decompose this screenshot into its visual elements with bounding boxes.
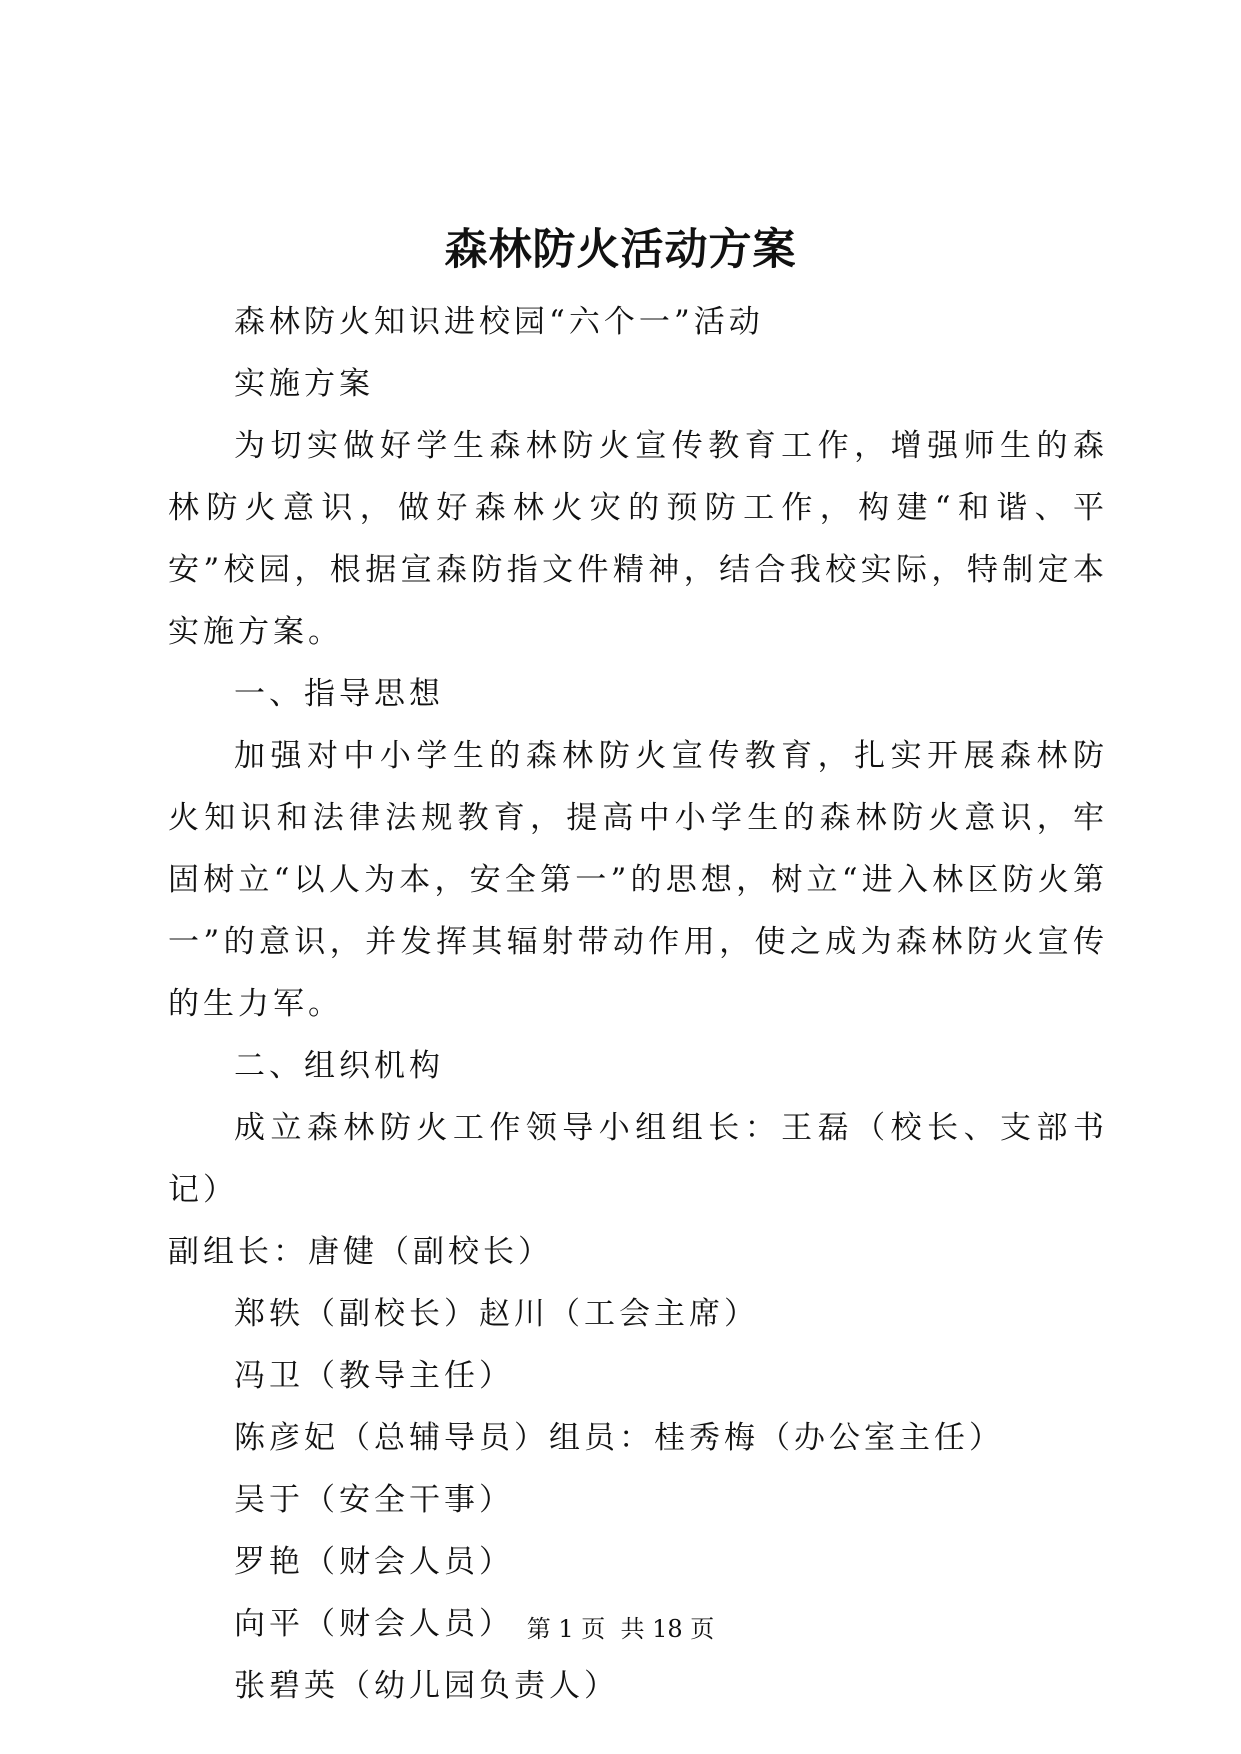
paragraph-subtitle-1: 森林防火知识进校园“六个一”活动 xyxy=(234,304,764,340)
paragraph-intro: 为切实做好学生森林防火宣传教育工作，增强师生的森林防火意识，做好森林火灾的预防工作，构建“和谐、平安”校园，根据宣森防指文件精神，结合我校实际，特制定本实施方案。 xyxy=(168,428,1108,650)
document-body xyxy=(168,291,1108,1717)
page-footer xyxy=(0,1612,1241,1646)
paragraph-deputy-leader: 副组长：唐健（副校长） xyxy=(168,1234,553,1270)
paragraph-member-line-2: 冯卫（教导主任） xyxy=(234,1358,514,1394)
section-heading-guiding-thought: 一、指导思想 xyxy=(234,676,444,712)
paragraph-subtitle-2: 实施方案 xyxy=(234,366,374,402)
paragraph-leader: 成立森林防火工作领导小组组长：王磊（校长、支部书记） xyxy=(168,1110,1108,1208)
paragraph-member-line-7: 张碧英（幼儿园负责人） xyxy=(234,1668,619,1704)
document-title: 森林防火活动方案 xyxy=(444,225,797,275)
page-number-label: 第 1 页 共 18 页 xyxy=(526,1615,715,1643)
paragraph-member-line-4: 吴于（安全干事） xyxy=(234,1482,514,1518)
paragraph-member-line-6: 向平（财会人员） xyxy=(234,1606,514,1642)
paragraph-member-line-5: 罗艳（财会人员） xyxy=(234,1544,514,1580)
paragraph-member-line-3: 陈彦妃（总辅导员）组员：桂秀梅（办公室主任） xyxy=(234,1420,1004,1456)
section-heading-organization: 二、组织机构 xyxy=(234,1048,444,1084)
paragraph-member-line-1: 郑轶（副校长）赵川（工会主席） xyxy=(234,1296,759,1332)
paragraph-guiding-thought: 加强对中小学生的森林防火宣传教育，扎实开展森林防火知识和法律法规教育，提高中小学生的森林防火意识，牢固树立“以人为本，安全第一”的思想，树立“进入林区防火第一”的意识，并发挥其辐射带动作用，使之成为森林防火宣传的生力军。 xyxy=(168,738,1108,1022)
